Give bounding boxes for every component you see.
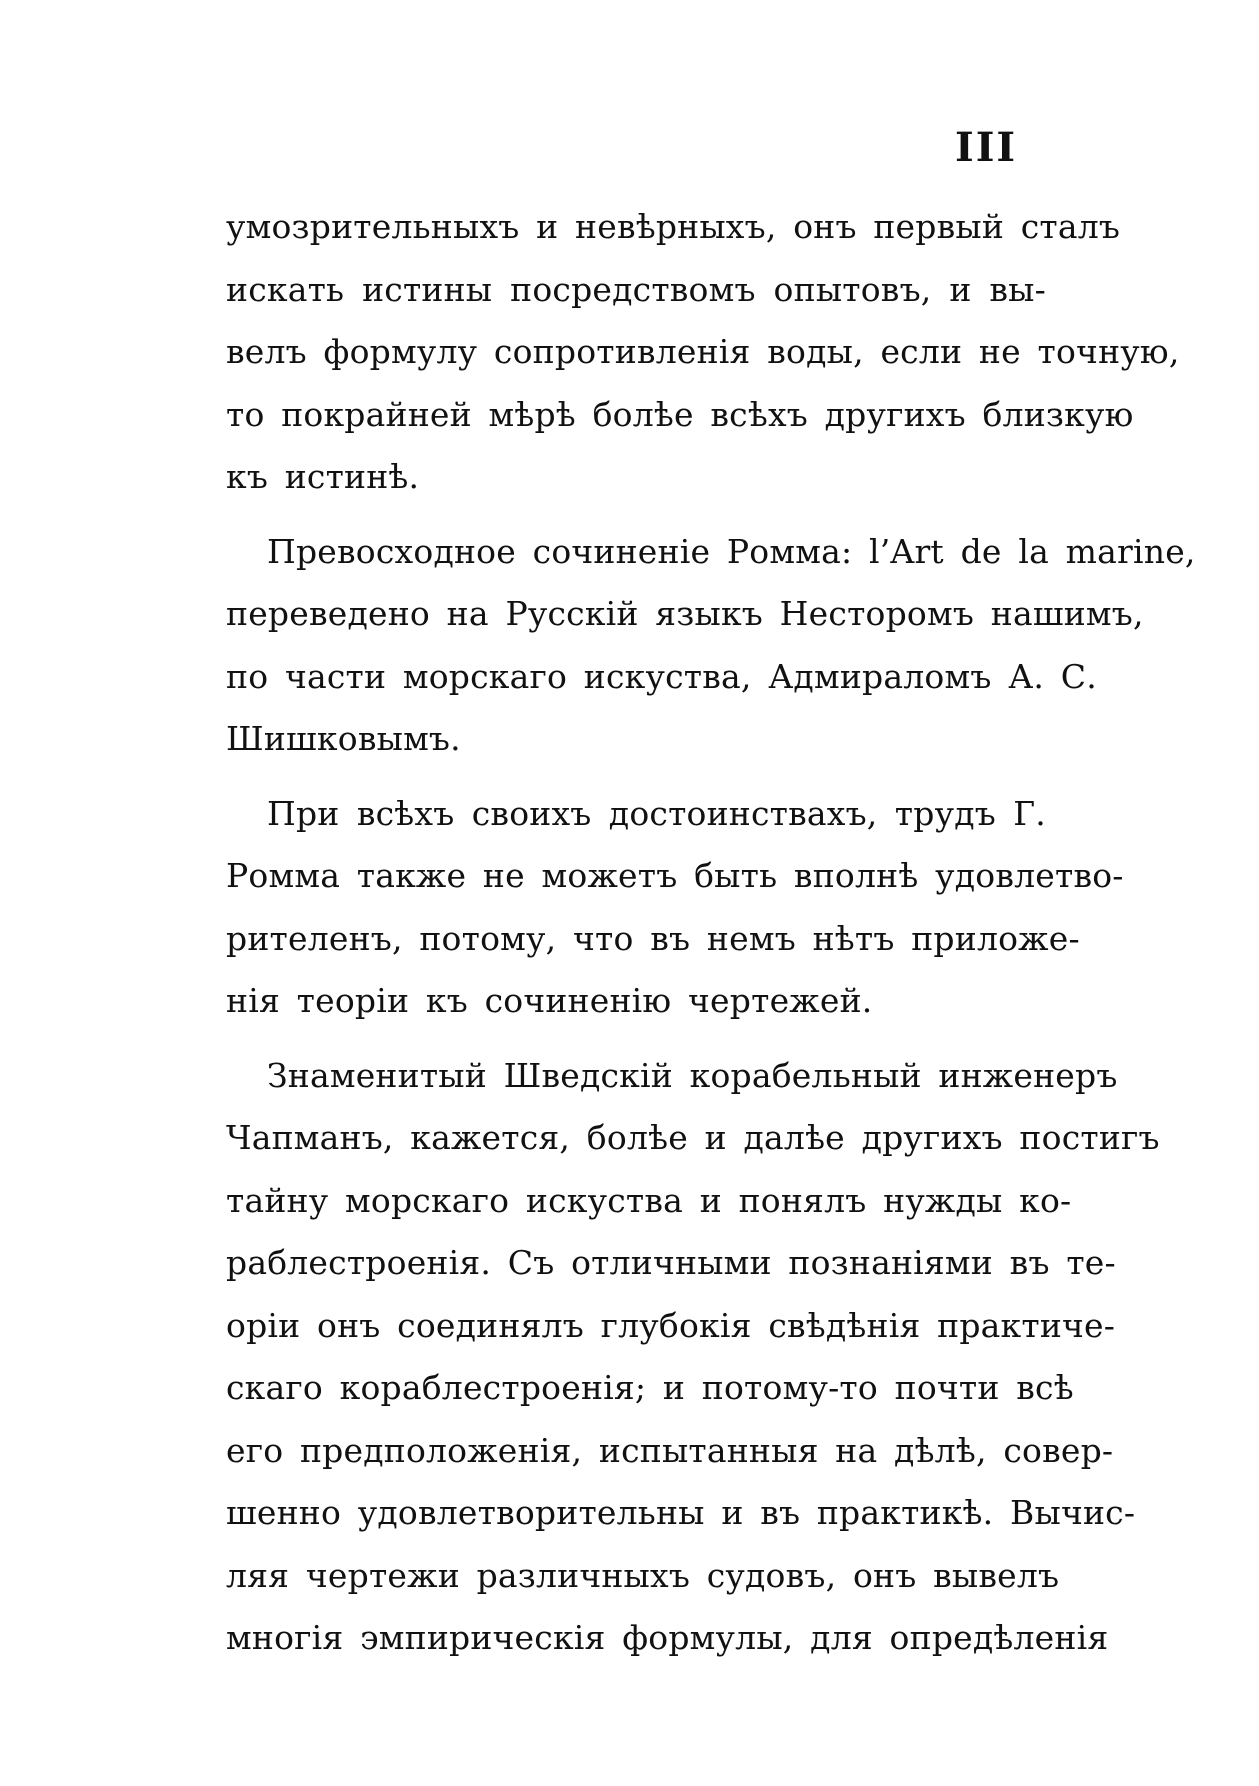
text-line: Ромма также не можетъ быть вполнѣ удовлетво- xyxy=(226,856,1124,895)
paragraph xyxy=(226,521,1196,771)
text-line: переведено на Русскій языкъ Несторомъ нашимъ, xyxy=(226,594,1144,633)
text-line: велъ формулу сопротивленія воды, если не точную, xyxy=(226,332,1180,371)
text-line: къ истинѣ. xyxy=(226,457,420,496)
text-line: многія эмпирическія формулы, для опредѣленія xyxy=(226,1618,1109,1657)
text-line: ляя чертежи различныхъ судовъ, онъ вывелъ xyxy=(226,1555,1060,1595)
text-line: то покрайней мѣрѣ болѣе всѣхъ другихъ близкую xyxy=(226,394,1134,434)
text-line: При всѣхъ своихъ достоинствахъ, трудъ Г. xyxy=(267,793,1046,833)
text-line: нія теоріи къ сочиненію чертежей. xyxy=(226,981,873,1020)
text-line: Чапманъ, кажется, болѣе и далѣе другихъ постигъ xyxy=(226,1118,1160,1157)
paragraph xyxy=(226,783,1124,1033)
page-number: III xyxy=(955,124,1018,171)
text-line: тайну морскаго искуства и понялъ нужды ко- xyxy=(226,1180,1072,1220)
text-line: рителенъ, потому, что въ немъ нѣтъ приложе- xyxy=(226,918,1080,958)
text-line: Превосходное сочиненіе Ромма: l’Art de la marine, xyxy=(267,531,1196,571)
text-line: его предположенія, испытанныя на дѣлѣ, совер- xyxy=(226,1430,1114,1470)
paragraph xyxy=(226,1045,1160,1670)
text-line: шенно удовлетворительны и въ практикѣ. Вычис- xyxy=(226,1493,1136,1532)
text-line: умозрительныхъ и невѣрныхъ, онъ первый сталъ xyxy=(226,207,1121,246)
text-line: по части морскаго искуства, Адмираломъ А. С. xyxy=(226,656,1097,696)
text-line: искать истины посредствомъ опытовъ, и вы- xyxy=(226,269,1046,309)
text-line: Шишковымъ. xyxy=(226,719,461,758)
text-line: Знаменитый Шведскій корабельный инженеръ xyxy=(267,1055,1118,1095)
body-text xyxy=(226,196,1196,1670)
text-line: скаго кораблестроенія; и потому-то почти всѣ xyxy=(226,1368,1074,1407)
text-line: раблестроенія. Съ отличными познаніями въ те- xyxy=(226,1243,1116,1282)
text-line: оріи онъ соединялъ глубокія свѣдѣнія практиче- xyxy=(226,1305,1116,1345)
paragraph xyxy=(226,196,1180,509)
